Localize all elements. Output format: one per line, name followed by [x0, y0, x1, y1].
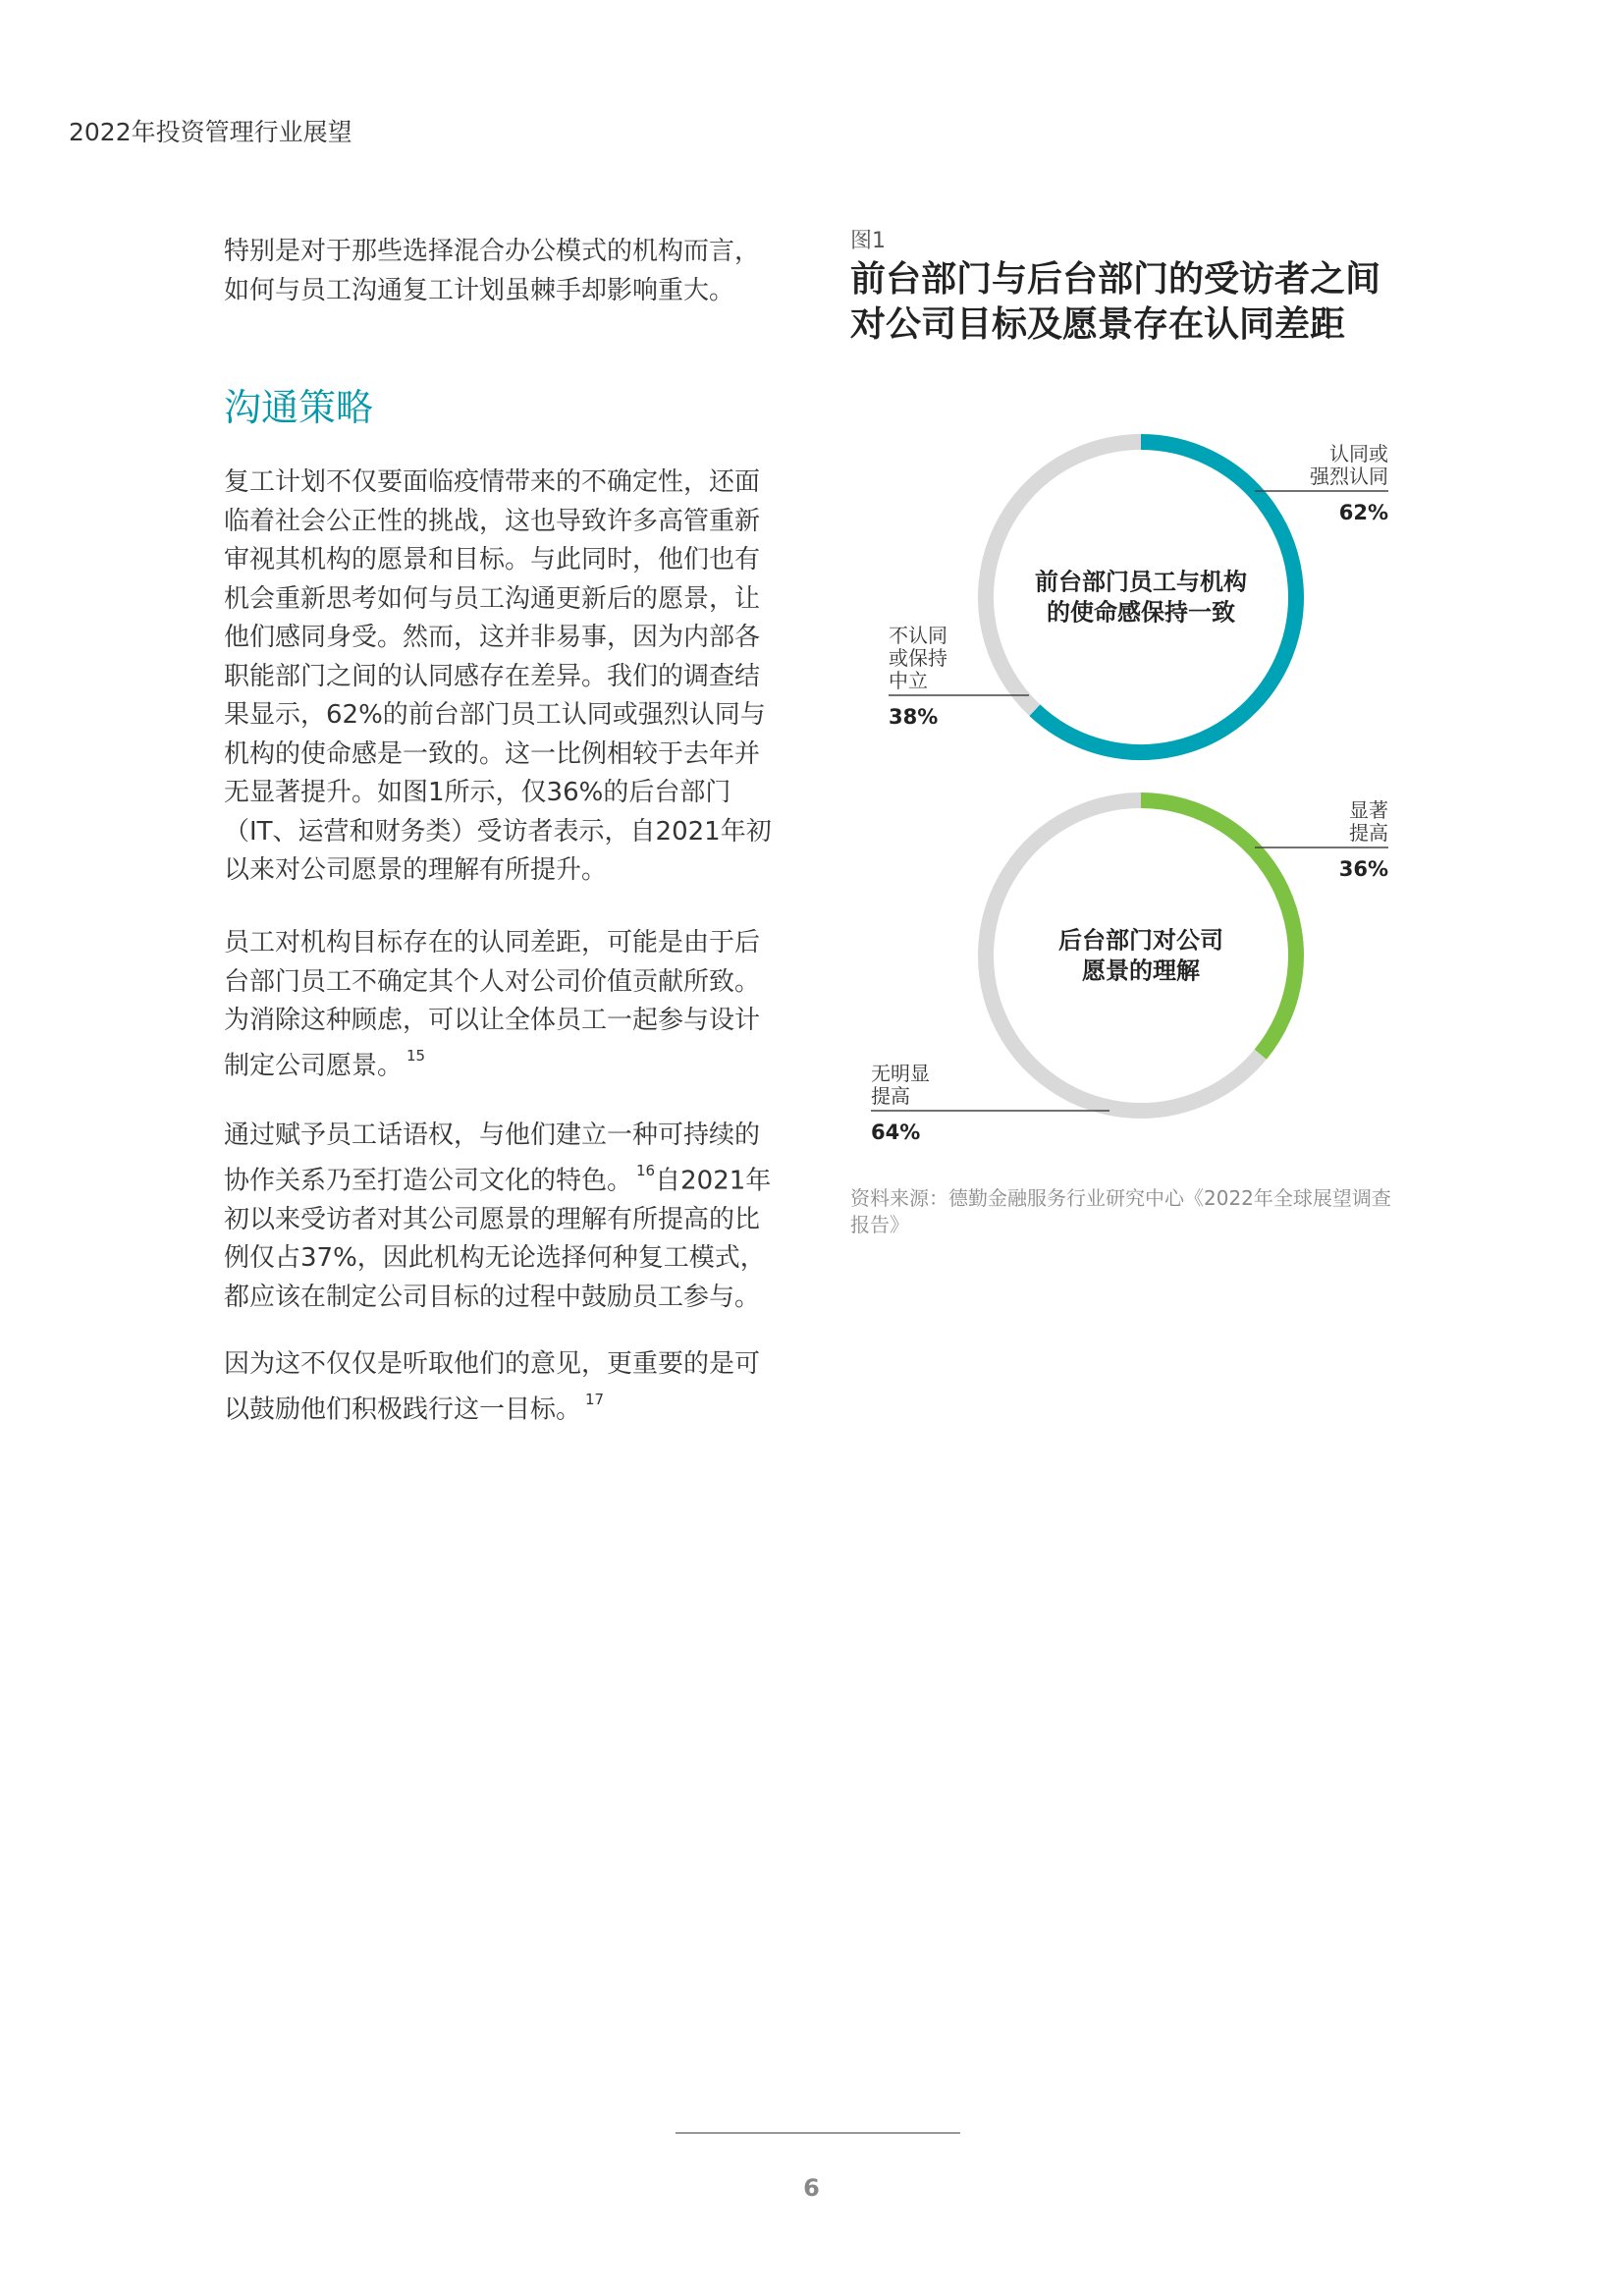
footnote-ref-15: 15	[406, 1046, 426, 1065]
figure-label: 图1	[850, 229, 886, 253]
donut-1-slice-2-label: 或保持	[889, 646, 947, 670]
donut-2-center-text: 后台部门对公司	[1058, 926, 1223, 955]
donut-1-center-text: 的使命感保持一致	[1047, 598, 1235, 627]
donut-2-slice-2	[986, 800, 1261, 1111]
donut-2-slice-1-label: 显著	[1349, 798, 1388, 822]
footer-divider	[676, 2132, 960, 2134]
footnote-ref-16: 16	[636, 1161, 656, 1179]
donut-1-slice-2-label: 中立	[889, 669, 928, 692]
donut-2-center-text: 愿景的理解	[1082, 957, 1200, 985]
page-number: 6	[803, 2174, 820, 2202]
donut-2-slice-1-value: 36%	[1338, 857, 1388, 881]
donut-1-slice-1-label: 强烈认同	[1310, 465, 1388, 488]
donut-1-center-text: 前台部门员工与机构	[1035, 568, 1247, 596]
figure-source: 资料来源：德勤金融服务行业研究中心《2022年全球展望调查报告》	[850, 1186, 1391, 1236]
donut-1-slice-2-label: 不认同	[889, 624, 947, 647]
document-header: 2022年投资管理行业展望	[69, 118, 352, 146]
donut-2-slice-2-label: 无明显	[871, 1062, 930, 1085]
body-paragraph-4	[224, 1345, 784, 1430]
section-title: 沟通策略	[224, 386, 374, 429]
intro-paragraph: 特别是对于那些选择混合办公模式的机构而言，如何与员工沟通复工计划虽棘手却影响重大。	[224, 237, 761, 305]
footnote-ref-17: 17	[585, 1390, 605, 1408]
donut-1-slice-1-value: 62%	[1338, 501, 1388, 524]
donut-1-slice-1-label: 认同或	[1329, 442, 1388, 465]
donut-2-slice-2-label: 提高	[871, 1084, 910, 1108]
donut-1-slice-1	[1035, 442, 1296, 752]
paragraph-2-text: 员工对机构目标存在的认同差距，可能是由于后台部门员工不确定其个人对公司价值贡献所致。为消除这种顾虑，可以让全体员工一起参与设计制定公司愿景。	[224, 928, 761, 1081]
paragraph-3-text-b: 自2021年初以来受访者对其公司愿景的理解有所提高的比例仅占37%，因此机构无论选择何种复工模式，都应该在制定公司目标的过程中鼓励员工参与。	[224, 1166, 772, 1312]
paragraph-3-text-a: 通过赋予员工话语权，与他们建立一种可持续的协作关系乃至打造公司文化的特色。	[224, 1121, 761, 1196]
paragraph-4-text: 因为这不仅仅是听取他们的意见，更重要的是可以鼓励他们积极践行这一目标。	[224, 1349, 761, 1425]
donut-2-slice-2-value: 64%	[871, 1121, 921, 1144]
donut-1-slice-2-value: 38%	[889, 705, 939, 729]
donut-2-slice-1-label: 提高	[1349, 821, 1388, 845]
figure-title: 前台部门与后台部门的受访者之间对公司目标及愿景存在认同差距	[850, 259, 1381, 345]
body-paragraph-1: 复工计划不仅要面临疫情带来的不确定性，还面临着社会公正性的挑战，这也导致许多高管重新审视其机构的愿景和目标。与此同时，他们也有机会重新思考如何与员工沟通更新后的愿景，让他们感同身受。然而，这并非易事，因为内部各职能部门之间的认同感存在差异。我们的调查结果显示，62%的前台部门员工认同或强烈认同与机构的使命感是一致的。这一比例相较于去年并无显著提升。如图1所示，仅36%的后台部门（IT、运营和财务类）受访者表示，自2021年初以来对公司愿景的理解有所提升。	[224, 467, 772, 885]
